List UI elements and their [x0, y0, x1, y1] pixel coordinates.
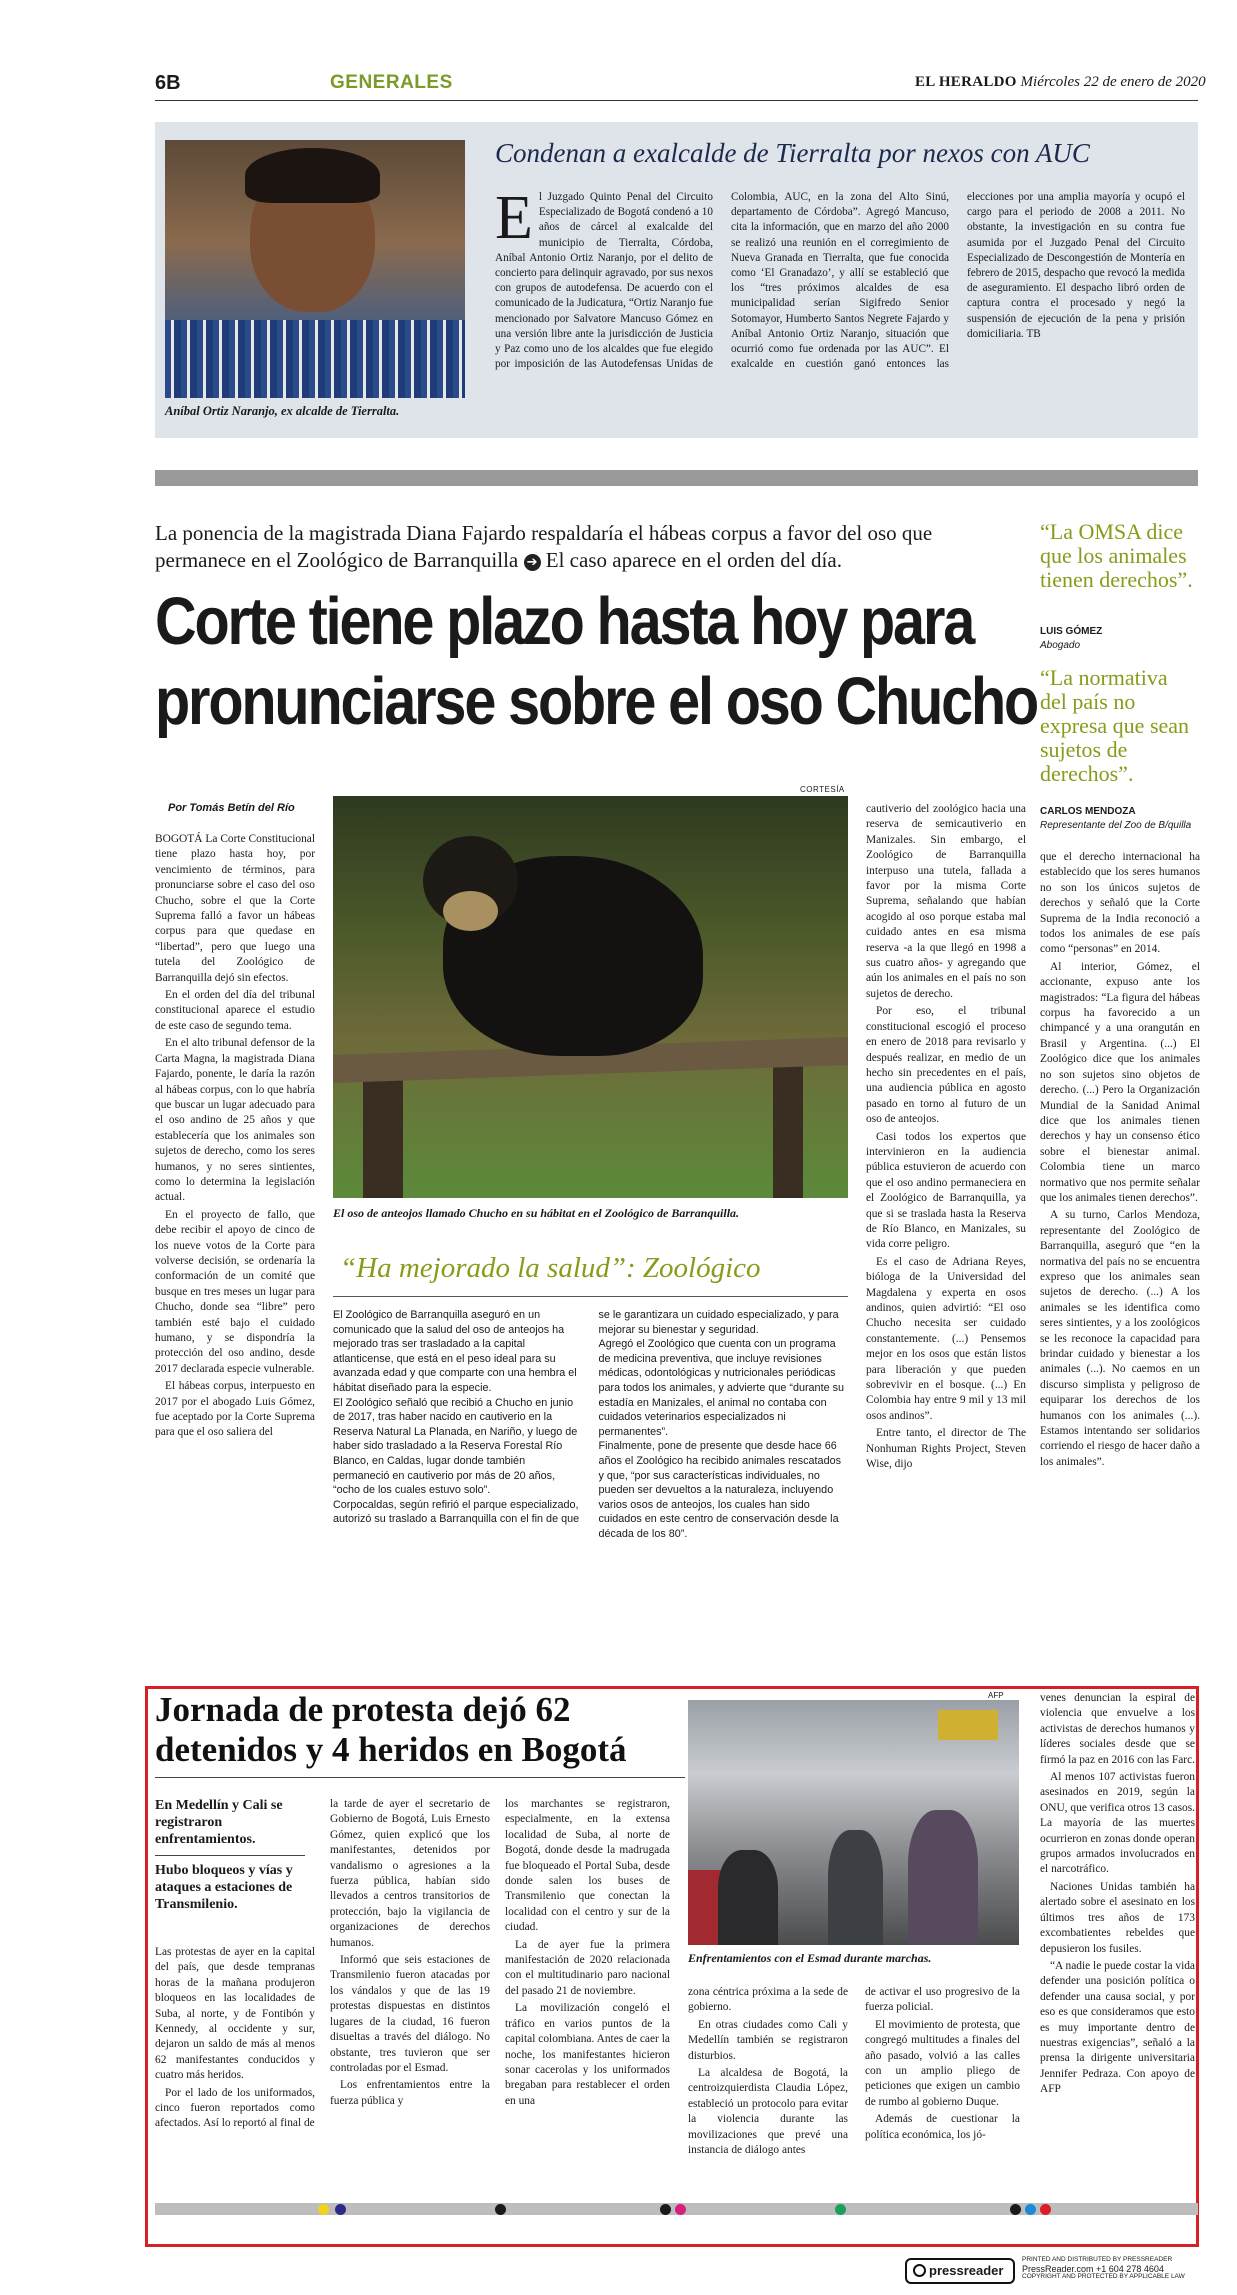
- protest-photo: [688, 1700, 1019, 1945]
- paragraph: El Zoológico de Barranquilla aseguró en un comunicado que la salud del oso de anteojos ha mejorado tras ser trasladado a la capital atlanticense, que está en el peso ideal para su avanzada edad y que comparte con una hembra el hábitat diseñado para la especie.: [333, 1309, 577, 1394]
- pull-quote-1: “La OMSA dice que los animales tienen derechos”.: [1040, 519, 1193, 592]
- paragraph: A su turno, Carlos Mendoza, representante del Zoológico de Barranquilla, aseguró que “en la normativa del país no se encuentra expreso que los animales sean sujetos de derecho. (...) A los animales se les identifica como seres sintientes, y a los zoológicos se les reconoce la capacidad para brindar cuidado y bienestar a los animales (...). No caemos en un discurso simplista y peligroso de equiparar los derechos de los humanos con los animales (...). Estamos intentando ser solidarios corriendo el riesgo de hacer daño a los animales”.: [1040, 1209, 1200, 1468]
- bear-photo: [333, 796, 848, 1198]
- registration-dot: [675, 2204, 686, 2215]
- paragraph: El hábeas corpus, interpuesto en 2017 por el abogado Luis Gómez, fue aceptado por la Corte Suprema para que el oso saliera del: [155, 1380, 315, 1439]
- main-headline-line2: pronunciarse sobre el oso Chucho: [155, 664, 1038, 739]
- pull-quote-2-author: CARLOS MENDOZA: [1040, 806, 1136, 817]
- paragraph: que el derecho internacional ha establecido que los seres humanos no son los únicos sujetos de derechos y señaló que la Corte Suprema de la India reconoció a todos los animales de ese país como “personas” en 2014.: [1040, 851, 1200, 956]
- pressreader-logo-text: pressreader: [929, 2263, 1004, 2278]
- section-divider-bar: [155, 470, 1198, 486]
- paragraph: En el orden del día del tribunal constitucional aparece el estudio de este caso de segundo tema.: [155, 989, 315, 1032]
- pressreader-info: [1022, 2256, 1202, 2282]
- issue-date: Miércoles 22 de enero de 2020: [1020, 74, 1206, 90]
- paragraph: En el proyecto de fallo, que debe recibir el apoyo de cinco de los nueve votos de la Corte para volverse decisión, se ordenaría la conformación de un comité que busque en tres meses un lugar para Chucho, donde sea “libre” pero también esté bajo el cuidado humano, y se dispondría la protección del oso andino, desde 2017 declarada especie vulnerable.: [155, 1208, 315, 1375]
- bottom-headline-rule: [155, 1777, 685, 1778]
- paragraph: Además de cuestionar la política económica, los jó-: [865, 2113, 1020, 2141]
- paragraph: Naciones Unidas también ha alertado sobre el asesinato en los últimos tres años de 173 excombatientes rebeldes que depusieron los fusiles.: [1040, 1880, 1195, 1955]
- paragraph: En otras ciudades como Cali y Medellín también se registraron disturbios.: [688, 2018, 848, 2062]
- summary-rule: [155, 1855, 305, 1856]
- paragraph: de activar el uso progresivo de la fuerza policial.: [865, 1986, 1020, 2014]
- bottom-story-column-6: [1040, 1691, 1195, 2100]
- registration-dot: [335, 2204, 346, 2215]
- registration-dot: [660, 2204, 671, 2215]
- main-headline-line1: Corte tiene plazo hasta hoy para: [155, 584, 974, 659]
- photo-credit: CORTESÍA: [800, 785, 845, 794]
- paragraph: Al menos 107 activistas fueron asesinados en 2019, según la ONU, que verifica otros 13 casos. La mayoría de las muertes ocurrieron en zonas donde operan grupos armados involucrados en el narcotráfico.: [1040, 1771, 1195, 1876]
- pull-quote-2-role: Representante del Zoo de B/quilla: [1040, 820, 1192, 831]
- paragraph: Por el lado de los uniformados, cinco fueron reportados como afectados. Así lo reportó al final de: [155, 2086, 315, 2130]
- paragraph: BOGOTÁ La Corte Constitucional tiene plazo hasta hoy, por vencimiento de términos, para pronunciarse sobre el caso del oso Chucho, sobre el que la Corte Suprema falló a favor un hábeas corpus para que quedase en “libertad”, pero que luego una tutela del Zoológico de Barranquilla dejó sin efectos.: [155, 833, 315, 984]
- pressreader-icon: [913, 2264, 926, 2277]
- registration-dot: [835, 2204, 846, 2215]
- portrait-photo: [165, 140, 465, 398]
- header-rule: [155, 100, 1198, 101]
- paragraph: Finalmente, pone de presente que desde hace 66 años el Zoológico ha recibido animales rescatados y que, “por sus características individuales, no pueden ser devueltos a la naturaleza, incluyendo varios osos de anteojos, los cuales han sido cuidados en este centro de conservación desde la década de los 80”.: [598, 1440, 841, 1540]
- main-story-column-1: [155, 832, 315, 1443]
- paragraph: venes denuncian la espiral de violencia que envuelve a los activistas de derechos humanos y líderes sociales desde que se firmó la paz en 2016 con las Farc.: [1040, 1692, 1195, 1766]
- paragraph: Los enfrentamientos entre la fuerza pública y: [330, 2079, 490, 2107]
- top-story-text: l Juzgado Quinto Penal del Circuito Especializado de Bogotá condenó a 10 años de cárcel al exalcalde del municipio de Tierralta, Córdoba, Aníbal Antonio Ortiz Naranjo, por el delito de concierto para delinquir agravado, por sus nexos con grupos de autodefensa. De acuerdo con el comunicado de la Judicatura, “Ortiz Naranjo fue mencionado por Salvatore Mancuso Gómez en una versión libre ante la jurisdicción de Justicia y Paz como uno de los alcaldes que fue elegido por imposición de las Autodefensas Unidas de Colombia, AUC, en la zona del Alto Sinú, departamento de Córdoba”. Agregó Mancuso, cita la información, que en marzo del año 2000 se realizó una reunión en el corregimiento de Nueva Granada en Tierralta, que fue conocida como ‘El Granadazo’, y allí se estableció que los “tres próximos alcaldes de esa municipalidad serían Sigifredo Senior Sotomayor, Humberto Santos Negrete Fajardo y Aníbal Antonio Ortiz Naranjo, situación que ocurrió como fue ordenada por las AUC”. El exalcalde en cuestión ganó entonces las elecciones por una amplia mayoría y ocupó el cargo para el periodo de 2008 a 2011. No obstante, la investigación en su contra fue asumida por el Juzgado Penal del Circuito Especializado de Descongestión de Montería en febrero de 2015, despacho que revocó la medida de aseguramiento. El despacho libró orden de captura contra el procesado y negó la suspensión de ejecución de la pena y prisión domiciliaria. TB: [495, 191, 1185, 371]
- main-story-column-3: [866, 802, 1026, 1474]
- section-name: GENERALES: [330, 72, 453, 93]
- pull-quote-1-role: Abogado: [1040, 640, 1081, 651]
- paragraph: Agregó el Zoológico que cuenta con un programa de medicina preventiva, que incluye revisiones médicas, odontológicas y nutricionales periódicas para todos los animales, y advierte que “durante su estadía en Manizales, el animal no contaba con cuidados veterinarios especializados ni permanentes”.: [598, 1338, 844, 1438]
- sub-story-rule: [333, 1296, 848, 1297]
- bottom-story-column-1: [155, 1945, 315, 2134]
- protest-photo-caption: Enfrentamientos con el Esmad durante marchas.: [688, 1951, 932, 1965]
- paragraph: Por eso, el tribunal constitucional escogió el proceso en enero de 2018 para revisarlo y después realizar, en medio de un hecho sin precedentes en el país, una audiencia pública en agosto pasado en torno al futuro de un oso de anteojos.: [866, 1005, 1026, 1126]
- pressreader-logo[interactable]: [905, 2258, 1015, 2284]
- sub-story-headline: “Ha mejorado la salud”: Zoológico: [340, 1252, 761, 1284]
- pull-quote-2: “La normativa del país no expresa que sean sujetos de derechos”.: [1040, 665, 1190, 786]
- masthead: [915, 74, 1206, 91]
- arrow-right-icon: ➔: [524, 554, 541, 571]
- bottom-story-column-3: [505, 1797, 670, 2111]
- paragraph: La alcaldesa de Bogotá, la centroizquierdista Claudia López, estableció un protocolo para evitar la violencia durante las movilizaciones que prevé una instancia de diálogo antes: [688, 2067, 848, 2157]
- paragraph: La de ayer fue la primera manifestación de 2020 relacionada con el multitudinario paro nacional del pasado 21 de noviembre.: [505, 1938, 670, 1997]
- paragraph: El movimiento de protesta, que congregó multitudes a finales del año pasado, volvió a las calles con un amplio pliego de peticiones que exigen un cambio de rumbo al gobierno Duque.: [865, 2018, 1020, 2108]
- copyright-notice: COPYRIGHT AND PROTECTED BY APPLICABLE LAW: [1022, 2273, 1185, 2280]
- top-story-body: [495, 184, 1185, 372]
- paragraph: Es el caso de Adriana Reyes, bióloga de la Universidad del Magdalena y experta en osos andinos, quien advirtió: “El oso Chucho necesita ser cuidado constantemente. (...) Pensemos mejor en los osos que están listos para liberación y que pueden sobrevivir en el bosque. (...) En Colombia hay entre 9 mil y 13 mil osos andinos”.: [866, 1255, 1026, 1422]
- page-number: 6B: [155, 72, 181, 94]
- paragraph: la tarde de ayer el secretario de Gobierno de Bogotá, Luis Ernesto Gómez, quien explicó que los manifestantes, detenidos por vandalismo o agresiones a la fuerza pública, habían sido llevados a centros transitorios de protección, bajo la vigilancia de organizaciones de derechos humanos.: [330, 1798, 490, 1949]
- deck-text-2: El caso aparece en el orden del día.: [545, 548, 842, 572]
- registration-dot: [1025, 2204, 1036, 2215]
- story-deck: [155, 520, 1005, 574]
- paragraph: Entre tanto, el director de The Nonhuman Rights Project, Steven Wise, dijo: [866, 1427, 1026, 1471]
- paragraph: La movilización congeló el tráfico en varios puntos de la capital colombiana. Antes de caer la noche, los manifestantes hicieron sonar cacerolas y los uniformados bregaban para restablecer el orden en una: [505, 2002, 670, 2107]
- main-story-column-4: [1040, 850, 1200, 1472]
- bottom-story-column-4: [688, 1985, 848, 2160]
- print-notice: PRINTED AND DISTRIBUTED BY PRESSREADER: [1022, 2256, 1173, 2263]
- main-headline: [155, 582, 1038, 742]
- deck-text: La ponencia de la magistrada Diana Fajardo respaldaría el hábeas corpus a favor del oso que permanece en el Zoológico de Barranquilla: [155, 521, 933, 572]
- registration-dot: [1040, 2204, 1051, 2215]
- paragraph: cautiverio del zoológico hacia una reserva de semicautiverio en Manizales. Sin embargo, el Zoológico de Barranquilla interpuso una tutela, fallada a favor por la misma Corte Suprema, señalando que habían acogido al oso porque estaba mal cuidado antes en esa misma reserva -a la que llegó en 1998 a sus cuatro años- y agregando que aún los animales en el país no son sujetos de derecho.: [866, 803, 1026, 1000]
- pull-quote-1-author: LUIS GÓMEZ: [1040, 626, 1103, 637]
- bottom-story-headline: Jornada de protesta dejó 62 detenidos y 4 heridos en Bogotá: [155, 1690, 627, 1769]
- paragraph: “A nadie le puede costar la vida defender una posición política o defender una causa social, y por eso es que consideramos que esto es muy importante dentro de nuestras exigencias”, señaló a la prensa la dirigente universitaria Jennifer Pedraza. Con apoyo de AFP: [1040, 1959, 1195, 2096]
- bottom-story-column-5: [865, 1985, 1020, 2145]
- portrait-caption: Aníbal Ortiz Naranjo, ex alcalde de Tierralta.: [165, 404, 400, 418]
- photo-credit: AFP: [988, 1691, 1004, 1700]
- paragraph: los marchantes se registraron, especialmente, en la extensa localidad de Suba, al norte de Bogotá, donde desde la madrugada fue bloqueado el Portal Suba, desde donde salen los buses de Transmilenio que conectan la localidad con el centro y sur de la ciudad.: [505, 1798, 670, 1934]
- dropcap: E: [495, 184, 533, 252]
- paragraph: Informó que seis estaciones de Transmilenio fueron atacadas por los vándalos y que de las 19 protestas dispuestas en distintos lugares de la ciudad, 16 fueron disueltas a través del diálogo. No obstante, tres tuvieron que ser controladas por el Esmad.: [330, 1954, 490, 2074]
- summary-point-2: Hubo bloqueos y vías y ataques a estaciones de Transmilenio.: [155, 1863, 293, 1912]
- byline: Por Tomás Betín del Río: [168, 802, 295, 814]
- paragraph: Corpocaldas, según refirió el parque especializado, autorizó su traslado a Barranquilla con el fin de que se le garantizara un cuidado especializado, y para mejorar su bienestar y seguridad.: [333, 1309, 839, 1526]
- registration-dot: [495, 2204, 506, 2215]
- newspaper-name: EL HERALDO: [915, 74, 1017, 90]
- bottom-story-column-2: [330, 1797, 490, 2111]
- paragraph: En el alto tribunal defensor de la Carta Magna, la magistrada Diana Fajardo, ponente, le daría la razón al hábeas corpus, con lo que habría que buscar un lugar adecuado para el oso andino de 25 años y que establecería que los animales son sujetos de derecho, como los seres humanos, y no seres sintientes, como lo determina la legislación actual.: [155, 1037, 315, 1204]
- paragraph: Casi todos los expertos que intervinieron en la audiencia pública estuvieron de acuerdo con que el oso andino permaneciera en el Zoológico de Barranquilla, ya que si se traslada hasta la Reserva de Río Blanco, en Manizales, su vida corre peligro.: [866, 1130, 1026, 1251]
- registration-dot: [1010, 2204, 1021, 2215]
- paragraph: Al interior, Gómez, el accionante, expuso ante los magistrados: “La figura del hábeas corpus ha favorecido a un chimpancé y a una orangután en Brasil y Argentina. (...) El Zoológico dice que los animales no son sujetos sino objetos de derecho. (...) Pero la Organización Mundial de la Sanidad Animal dice que los animales tienen derechos y hay un consenso ético sobre el bienestar animal. Colombia tiene un marco normativo que nos permite señalar que los animales tienen derechos”.: [1040, 960, 1200, 1204]
- paragraph: zona céntrica próxima a la sede de gobierno.: [688, 1986, 848, 2014]
- paragraph: El Zoológico señaló que recibió a Chucho en junio de 2017, tras haber nacido en cautiverio en la Reserva Natural La Planada, en Nariño, y luego de haber sido trasladado a la Reserva Forestal Río Blanco, en Caldas, lugar donde también permaneció en cautiverio por más de 20 años, “ocho de los cuales estuvo solo”.: [333, 1396, 578, 1497]
- bear-photo-caption: El oso de anteojos llamado Chucho en su hábitat en el Zoológico de Barranquilla.: [333, 1206, 740, 1220]
- sub-story-body: [333, 1308, 848, 1542]
- summary-point-1: En Medellín y Cali se registraron enfrentamientos.: [155, 1798, 283, 1847]
- paragraph: Las protestas de ayer en la capital del país, que desde tempranas horas de la mañana produjeron bloqueos en las localidades de Suba, al norte, y de Fontibón y Kennedy, al occidente y sur, dejaron un saldo de más al menos 62 manifestantes conducidos y cuatro más heridos.: [155, 1946, 315, 2082]
- registration-dot: [318, 2204, 329, 2215]
- top-story-headline: Condenan a exalcalde de Tierralta por nexos con AUC: [495, 138, 1090, 168]
- pressreader-contact: PressReader.com +1 604 278 4604: [1022, 2263, 1164, 2274]
